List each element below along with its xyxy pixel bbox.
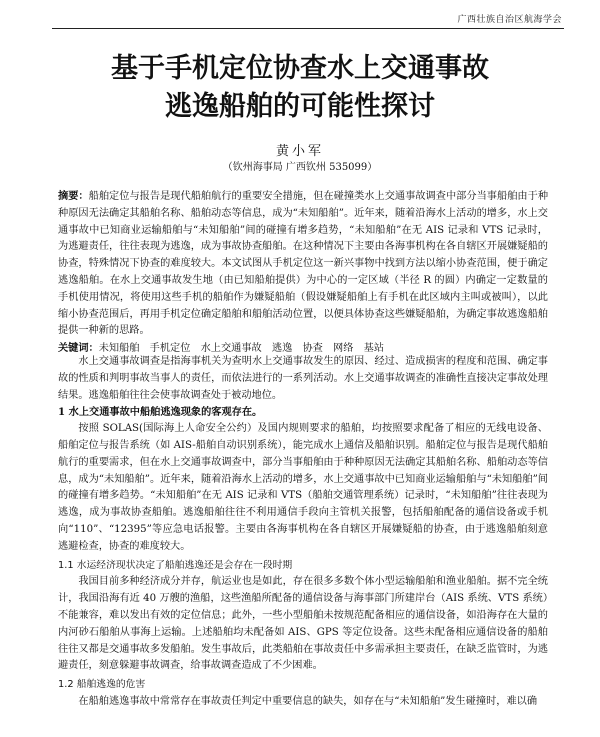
header-rule	[52, 28, 564, 29]
title-line-1: 基于手机定位协查水上交通事故	[111, 53, 489, 84]
keywords-text: 未知船舶 手机定位 水上交通事故 逃逸 协查 网络 基站	[98, 343, 384, 355]
subsection-1-1-heading: 1.1 水运经济现状决定了船舶逃逸还是会存在一段时期	[58, 559, 293, 571]
abstract-label: 摘要：	[58, 190, 89, 202]
article-body	[58, 354, 548, 711]
abstract-text: 船舶定位与报告是现代船舶航行的重要安全措施，但在碰撞类水上交通事故调查中部分当事船舶由于种种原因无法确定其船舶名称、船舶动态等信息，成为“未知船舶”。近年来，随着沿海水上活动的增多，水上交通事故中已知商业运输船舶与“未知船舶”间的碰撞有增多趋势，“未知船舶”在无 AIS 记录和 VTS 记录时，为逃避责任，往往表现为逃逸，成为事故协查船舶。在这种情况下主要由各海事机构在各自辖区开展嫌疑船的协查，特殊情况下协查的难度较大。本文试图从手机定位这一新兴事物中找到方法以缩小协查范围，便于确定逃逸船舶。在水上交通事故发生地（由已知船舶提供）为中心的一定区域（半径 R 的圆）内确定一定数量的手机使用情况，将使用这些手机的船舶作为嫌疑船舶（假设嫌疑船舶上有手机在此区域内主叫或被叫），以此缩小协查范围后，再用手机定位确定船舶和船舶活动位置，以便具体协查这些嫌疑船舶，为确定事故逃逸船舶提供一种新的思路。	[58, 191, 549, 337]
abstract-paragraph	[58, 188, 548, 340]
title-line-2: 逃逸船舶的可能性探讨	[165, 91, 435, 122]
subsection-1-2-paragraph: 在船舶逃逸事故中常常存在事故责任判定中重要信息的缺失，如存在与“未知船舶”发生碰撞时，难以确	[78, 695, 538, 707]
intro-paragraph: 水上交通事故调查是指海事机关为查明水上交通事故发生的原因、经过、造成损害的程度和范围、确定事故的性质和判明事故当事人的责任，而依法进行的一系列活动。水上交通事故调查的准确性直接决定事故处理结果。逃逸船舶往往会使事故调查处于被动地位。	[58, 356, 548, 401]
section-1-paragraph: 按照 SOLAS(国际海上人命安全公约）及国内规则要求的船舶，均按照要求配备了相应的无线电设备、船舶定位与报告系统（如 AIS-船舶自动识别系统），能完成水上通信及船舶识别。船舶定位与报告是现代船舶航行的重要需求，但在水上交通事故调查中，部分当事船舶由于种种原因无法确定其船舶名称、船舶动态等信息，成为“未知船舶”。近年来，随着沿海水上活动的增多，水上交通事故中已知商业运输船舶与“未知船舶”间的碰撞有增多趋势。“未知船舶”在无 AIS 记录和 VTS（船舶交通管理系统）记录时，“未知船舶”往往表现为逃逸，成为事故协查船舶。逃逸船舶往往不利用通信手段向主管机关报警，包括船舶配备的通信设备或手机向“110”、“12395”等应急电话报警。主要由各海事机构在各自辖区开展嫌疑船的协查，由于逃逸船舶刻意逃避检查，协查的难度较大。	[58, 423, 548, 552]
running-head: 广西壮族自治区航海学会	[457, 15, 562, 25]
subsection-1-1-paragraph: 我国目前多种经济成分并存，航运业也是如此，存在很多多数个体小型运输船舶和渔业船舶。据不完全统计，我国沿海有近 40 万艘的渔船，这些渔船所配备的通信设备与海事部门所建岸台（AIS 系统、VTS 系统）不能兼容，难以发出有效的定位信息；此外，一些小型船舶未按规范配备相应的通信设备，如沿海存在大量的内河砂石船舶从事海上运输。上述船舶均未配备如 AIS、GPS 等定位设备。这些未配备相应通信设备的船舶往往又都是交通事故多发船舶。发生事故后，此类船舶在事故责任中多需承担主要责任，在缺乏监管时，为逃避责任，刻意躲避事故调查，给事故调查造成了不少困难。	[58, 576, 548, 672]
author-name: 黄小军	[275, 144, 324, 159]
author-affiliation: （钦州海事局 广西钦州 535099）	[222, 162, 378, 173]
section-1-heading: 1 水上交通事故中船舶逃逸现象的客观存在。	[58, 406, 263, 419]
article-title	[0, 50, 600, 126]
abstract-block	[58, 188, 548, 358]
keywords-label: 关键词：	[58, 342, 99, 355]
subsection-1-2-heading: 1.2 船舶逃逸的危害	[58, 679, 146, 691]
